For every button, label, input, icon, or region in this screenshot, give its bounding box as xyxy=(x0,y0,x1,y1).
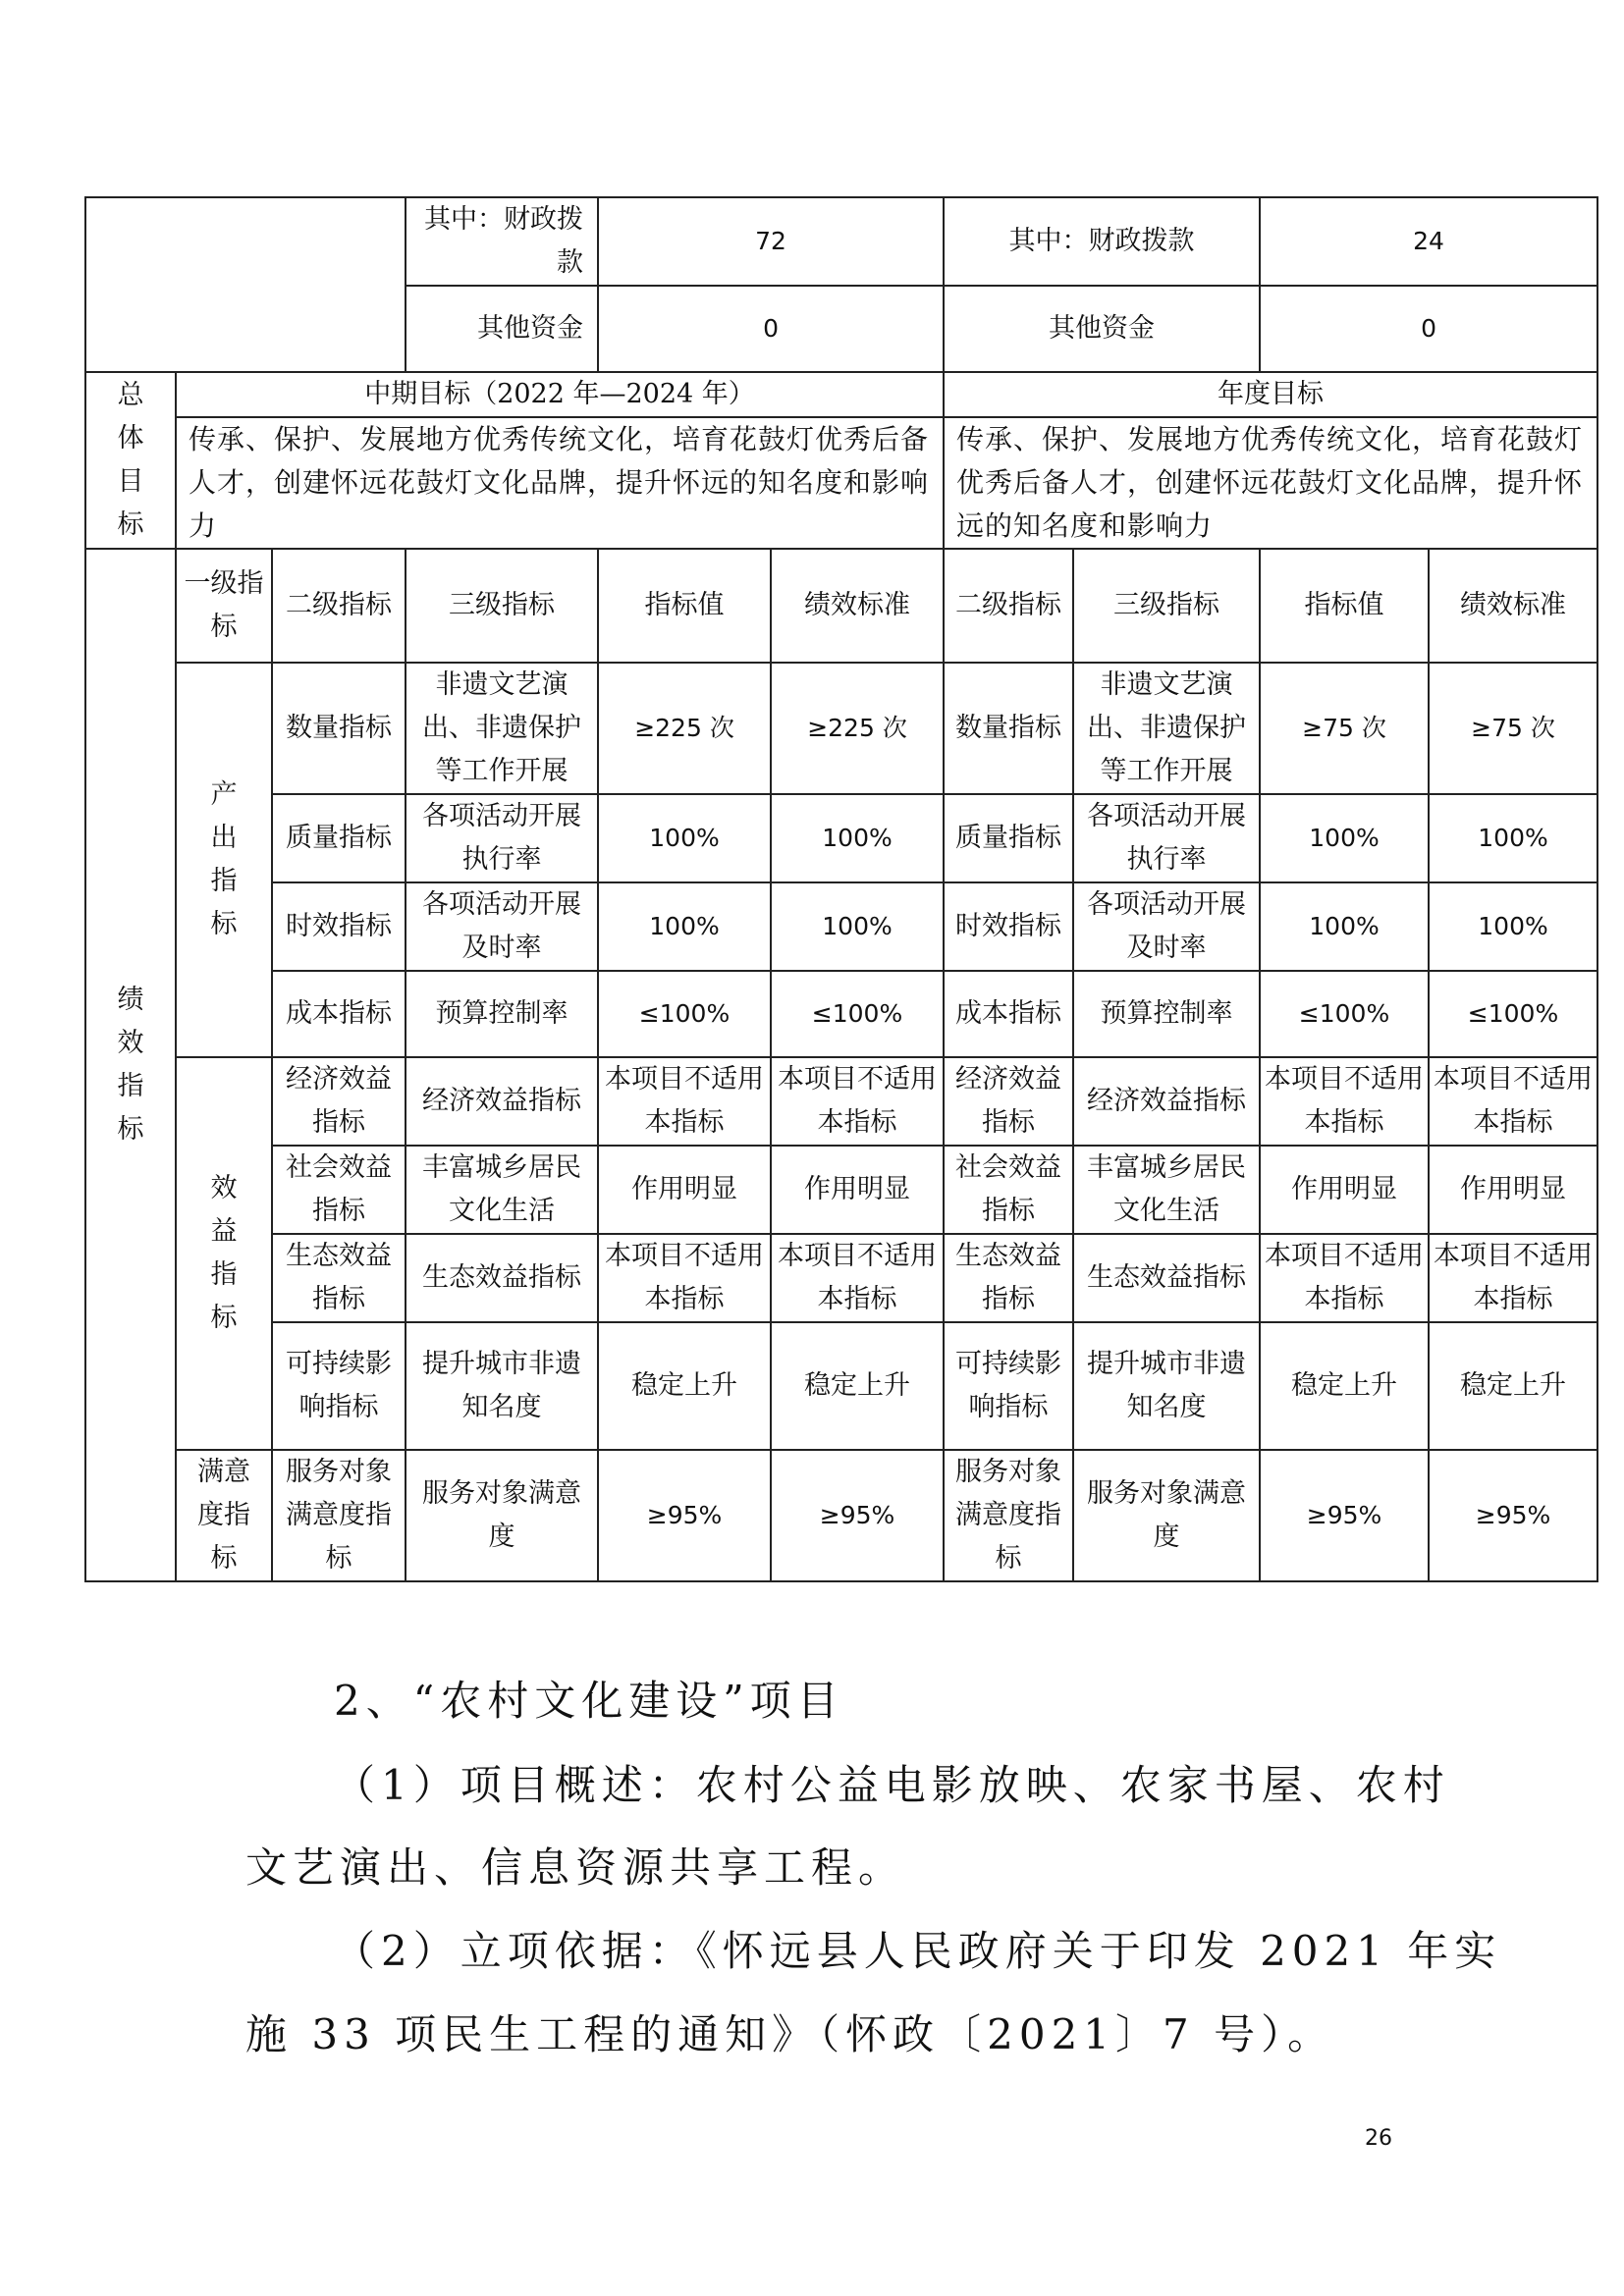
standard-cell: 本项目不适用本指标 xyxy=(771,1057,944,1146)
annual-level3-cell: 各项活动开展及时率 xyxy=(1073,882,1260,971)
annual-value-cell: 稳定上升 xyxy=(1260,1322,1429,1450)
level2-cell: 可持续影响指标 xyxy=(272,1322,406,1450)
level3-cell: 提升城市非遗知名度 xyxy=(406,1322,598,1450)
header-level1: 一级指标 xyxy=(176,549,272,663)
goals-header-row xyxy=(85,372,1597,417)
annual-level3-cell: 各项活动开展执行率 xyxy=(1073,794,1260,882)
level2-cell: 时效指标 xyxy=(272,882,406,971)
annual-level2-cell: 生态效益指标 xyxy=(944,1234,1073,1322)
annual-value-cell: 100% xyxy=(1260,794,1429,882)
level3-cell: 各项活动开展执行率 xyxy=(406,794,598,882)
annual-value-cell: ≤100% xyxy=(1260,971,1429,1057)
level2-cell: 成本指标 xyxy=(272,971,406,1057)
annual-level3-cell: 预算控制率 xyxy=(1073,971,1260,1057)
annual-level2-cell: 质量指标 xyxy=(944,794,1073,882)
annual-level3-cell: 提升城市非遗知名度 xyxy=(1073,1322,1260,1450)
level3-cell: 经济效益指标 xyxy=(406,1057,598,1146)
header-standard: 绩效标准 xyxy=(771,549,944,663)
header-annual-value: 指标值 xyxy=(1260,549,1429,663)
standard-cell: 稳定上升 xyxy=(771,1322,944,1450)
annual-goal-header: 年度目标 xyxy=(944,372,1597,417)
annual-standard-cell: ≤100% xyxy=(1429,971,1597,1057)
funding-value: 24 xyxy=(1260,197,1597,286)
standard-cell: ≥225 次 xyxy=(771,663,944,794)
annual-standard-cell: 100% xyxy=(1429,882,1597,971)
header-annual-level2: 二级指标 xyxy=(944,549,1073,663)
indicators-side-label: 绩效指标 xyxy=(85,549,176,1581)
annual-standard-cell: ≥95% xyxy=(1429,1450,1597,1581)
indicator-row xyxy=(85,794,1597,882)
indicator-value-cell: ≤100% xyxy=(598,971,771,1057)
annual-value-cell: ≥75 次 xyxy=(1260,663,1429,794)
standard-cell: 本项目不适用本指标 xyxy=(771,1234,944,1322)
annual-standard-cell: 作用明显 xyxy=(1429,1146,1597,1234)
mid-term-goal-header: 中期目标（2022 年—2024 年） xyxy=(176,372,944,417)
level2-cell: 数量指标 xyxy=(272,663,406,794)
level2-cell: 生态效益指标 xyxy=(272,1234,406,1322)
standard-cell: ≥95% xyxy=(771,1450,944,1581)
indicator-row xyxy=(85,1322,1597,1450)
standard-cell: 100% xyxy=(771,882,944,971)
indicator-row xyxy=(85,1450,1597,1581)
indicator-value-cell: 100% xyxy=(598,882,771,971)
annual-value-cell: 本项目不适用本指标 xyxy=(1260,1234,1429,1322)
indicator-value-cell: ≥95% xyxy=(598,1450,771,1581)
indicator-value-cell: 本项目不适用本指标 xyxy=(598,1234,771,1322)
level2-cell: 质量指标 xyxy=(272,794,406,882)
annual-level2-cell: 数量指标 xyxy=(944,663,1073,794)
page-number: 26 xyxy=(1365,2126,1392,2151)
header-level2: 二级指标 xyxy=(272,549,406,663)
header-annual-standard: 绩效标准 xyxy=(1429,549,1597,663)
header-annual-level3: 三级指标 xyxy=(1073,549,1260,663)
annual-goal-text: 传承、保护、发展地方优秀传统文化，培育花鼓灯优秀后备人才，创建怀远花鼓灯文化品牌，提升怀远的知名度和影响力 xyxy=(944,417,1597,549)
level3-cell: 预算控制率 xyxy=(406,971,598,1057)
annual-level3-cell: 服务对象满意度 xyxy=(1073,1450,1260,1581)
indicator-value-cell: 稳定上升 xyxy=(598,1322,771,1450)
level2-cell: 社会效益指标 xyxy=(272,1146,406,1234)
funding-label: 其中：财政拨款 xyxy=(944,197,1260,286)
annual-level2-cell: 成本指标 xyxy=(944,971,1073,1057)
performance-table xyxy=(84,196,1598,1582)
indicator-row xyxy=(85,1146,1597,1234)
annual-level2-cell: 服务对象满意度指标 xyxy=(944,1450,1073,1581)
level3-cell: 生态效益指标 xyxy=(406,1234,598,1322)
indicator-row xyxy=(85,1057,1597,1146)
funding-label: 其他资金 xyxy=(406,286,598,372)
indicator-value-cell: 本项目不适用本指标 xyxy=(598,1057,771,1146)
level1-cell: 效益指标 xyxy=(176,1057,272,1450)
annual-level2-cell: 时效指标 xyxy=(944,882,1073,971)
indicator-row xyxy=(85,1234,1597,1322)
indicator-value-cell: 100% xyxy=(598,794,771,882)
annual-level3-cell: 生态效益指标 xyxy=(1073,1234,1260,1322)
level3-cell: 各项活动开展及时率 xyxy=(406,882,598,971)
annual-level2-cell: 可持续影响指标 xyxy=(944,1322,1073,1450)
annual-standard-cell: 本项目不适用本指标 xyxy=(1429,1234,1597,1322)
funding-label: 其他资金 xyxy=(944,286,1260,372)
indicator-row xyxy=(85,882,1597,971)
standard-cell: 100% xyxy=(771,794,944,882)
annual-level2-cell: 社会效益指标 xyxy=(944,1146,1073,1234)
section-heading: 2、“农村文化建设”项目 xyxy=(334,1677,844,1725)
funding-blank-cell xyxy=(85,197,406,372)
indicator-header-row xyxy=(85,549,1597,663)
funding-value: 0 xyxy=(1260,286,1597,372)
annual-standard-cell: 本项目不适用本指标 xyxy=(1429,1057,1597,1146)
goals-text-row xyxy=(85,417,1597,549)
annual-standard-cell: 稳定上升 xyxy=(1429,1322,1597,1450)
body-paragraph: （2）立项依据：《怀远县人民政府关于印发 2021 年实 xyxy=(334,1927,1502,1975)
goals-side-label: 总体目标 xyxy=(85,372,176,549)
indicator-row xyxy=(85,663,1597,794)
level3-cell: 丰富城乡居民文化生活 xyxy=(406,1146,598,1234)
funding-value: 72 xyxy=(598,197,944,286)
annual-level3-cell: 丰富城乡居民文化生活 xyxy=(1073,1146,1260,1234)
standard-cell: 作用明显 xyxy=(771,1146,944,1234)
funding-row xyxy=(85,197,1597,286)
body-paragraph: 施 33 项民生工程的通知》（怀政〔2021〕7 号）。 xyxy=(245,2010,1335,2058)
funding-label: 其中：财政拨款 xyxy=(406,197,598,286)
indicator-row xyxy=(85,971,1597,1057)
annual-level3-cell: 经济效益指标 xyxy=(1073,1057,1260,1146)
funding-value: 0 xyxy=(598,286,944,372)
body-paragraph: 文艺演出、信息资源共享工程。 xyxy=(245,1843,906,1892)
annual-value-cell: 本项目不适用本指标 xyxy=(1260,1057,1429,1146)
level2-cell: 经济效益指标 xyxy=(272,1057,406,1146)
level2-cell: 服务对象满意度指标 xyxy=(272,1450,406,1581)
indicator-value-cell: ≥225 次 xyxy=(598,663,771,794)
annual-value-cell: ≥95% xyxy=(1260,1450,1429,1581)
annual-standard-cell: 100% xyxy=(1429,794,1597,882)
level3-cell: 非遗文艺演出、非遗保护等工作开展 xyxy=(406,663,598,794)
annual-level3-cell: 非遗文艺演出、非遗保护等工作开展 xyxy=(1073,663,1260,794)
standard-cell: ≤100% xyxy=(771,971,944,1057)
annual-standard-cell: ≥75 次 xyxy=(1429,663,1597,794)
level1-cell: 产出指标 xyxy=(176,663,272,1057)
level3-cell: 服务对象满意度 xyxy=(406,1450,598,1581)
annual-value-cell: 作用明显 xyxy=(1260,1146,1429,1234)
header-value: 指标值 xyxy=(598,549,771,663)
indicator-value-cell: 作用明显 xyxy=(598,1146,771,1234)
level1-cell: 满意度指标 xyxy=(176,1450,272,1581)
body-paragraph: （1）项目概述：农村公益电影放映、农家书屋、农村 xyxy=(334,1761,1450,1809)
annual-value-cell: 100% xyxy=(1260,882,1429,971)
annual-level2-cell: 经济效益指标 xyxy=(944,1057,1073,1146)
header-level3: 三级指标 xyxy=(406,549,598,663)
mid-term-goal-text: 传承、保护、发展地方优秀传统文化，培育花鼓灯优秀后备人才，创建怀远花鼓灯文化品牌，提升怀远的知名度和影响力 xyxy=(176,417,944,549)
